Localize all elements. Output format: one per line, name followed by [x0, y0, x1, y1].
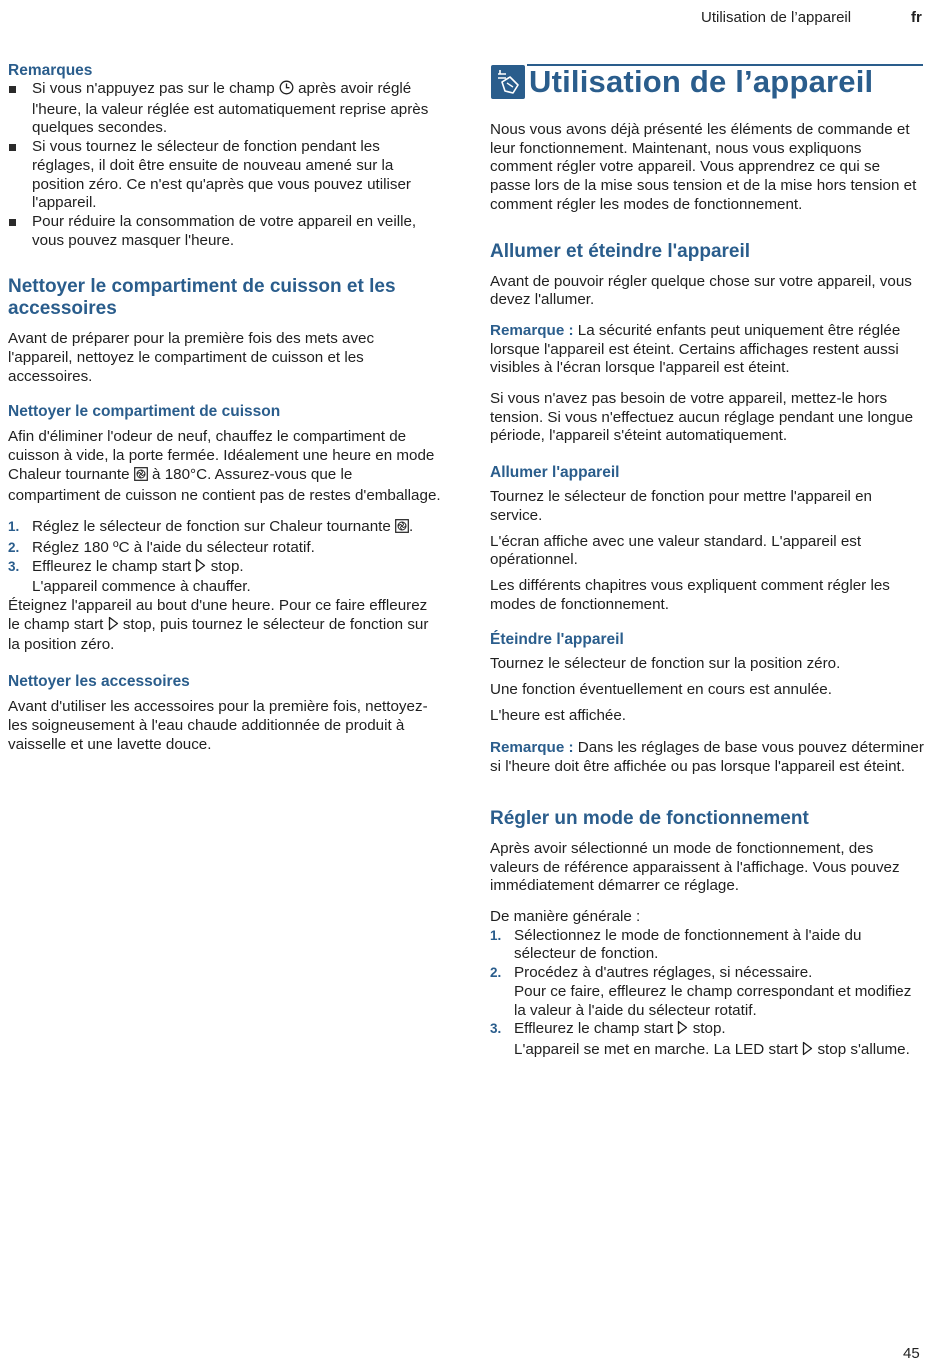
turn-off-p1: Tournez le sélecteur de fonction sur la position zéro.: [490, 655, 841, 673]
remarks-heading: Remarques: [8, 62, 93, 79]
mode-p1: Après avoir sélectionné un mode de fonctionnement, des valeurs de référence apparaissent à l'affichage. Vous pouvez immédiatement démarrer ce réglage.: [490, 839, 900, 895]
note-label: Remarque :: [490, 321, 574, 339]
mode-steps: [490, 927, 924, 1062]
start-stop-icon: [108, 616, 119, 637]
bullet-icon: [9, 219, 16, 226]
running-header-title: Utilisation de l’appareil: [701, 9, 852, 26]
section-heading-cleaning: Nettoyer le compartiment de cuisson et les accessoires: [8, 276, 396, 320]
page-number: 45: [903, 1345, 920, 1362]
cleaning-steps: [8, 518, 442, 597]
section-heading-on-off: Allumer et éteindre l'appareil: [490, 240, 751, 262]
turn-off-p2: Une fonction éventuellement en cours est annulée.: [490, 681, 832, 699]
remarks-list: [8, 80, 442, 250]
right-column: [490, 121, 924, 1062]
list-item: 2. Réglez 180 ºC à l'aide du sélecteur rotatif.: [8, 538, 315, 556]
list-item: 3. Effleurez le champ start stop. L'appareil se met en marche. La LED start stop s'allume.: [490, 1020, 924, 1061]
turn-off-p3: L'heure est affichée.: [490, 706, 627, 724]
turn-on-p1: Tournez le sélecteur de fonction pour mettre l'appareil en service.: [490, 488, 872, 524]
hand-operating-icon: [491, 65, 525, 99]
list-item: Si vous n'appuyez pas sur le champ après avoir réglé l'heure, la valeur réglée est automatiquement reprise après quelques secondes.: [8, 80, 442, 138]
start-stop-icon: [802, 1041, 813, 1062]
list-item: 2. Procédez à d'autres réglages, si nécessaire. Pour ce faire, effleurez le champ correspondant et modifiez la valeur à l'aide du sélecteur rotatif.: [490, 964, 912, 1019]
list-item: 1. Sélectionnez le mode de fonctionnement à l'aide du sélecteur de fonction.: [490, 926, 862, 963]
list-item: 3. Effleurez le champ start stop. L'appareil commence à chauffer.: [8, 557, 251, 596]
section-heading-mode: Régler un mode de fonctionnement: [490, 807, 809, 829]
note-label: Remarque :: [490, 739, 574, 757]
subheading-clean-oven: Nettoyer le compartiment de cuisson: [8, 403, 281, 421]
chapter-title: Utilisation de l’appareil: [529, 64, 874, 99]
note-child-lock: Remarque : La sécurité enfants peut uniquement être réglée lorsque l'appareil est éteint. Certains affichages restent aussi visibles à l'écran lorsque l'appareil est éteint.: [490, 321, 901, 377]
on-off-paragraph: Avant de pouvoir régler quelque chose sur votre appareil, vous devez l'allumer.: [490, 272, 912, 309]
turn-on-p2: L'écran affiche avec une valeur standard. L'appareil est opérationnel.: [490, 532, 862, 569]
clean-oven-paragraph: Afin d'éliminer l'odeur de neuf, chauffez le compartiment de cuisson à vide, la porte fermée. Idéalement une heure en mode Chaleur tournante à 180°C. Assurez-vous que le compartiment de cuisson ne contient pas de restes d'emballage.: [8, 428, 441, 504]
subheading-turn-on: Allumer l'appareil: [490, 464, 620, 482]
note-clock-display: Remarque : Dans les réglages de base vous pouvez déterminer si l'heure doit être affichée ou pas lorsque l'appareil est éteint.: [490, 739, 924, 776]
subheading-turn-off: Éteindre l'appareil: [490, 631, 624, 649]
bullet-icon: [9, 86, 16, 93]
language-code: fr: [911, 9, 922, 26]
bullet-icon: [9, 144, 16, 151]
chapter-intro: Nous vous avons déjà présenté les éléments de commande et leur fonctionnement. Maintenant, nous vous expliquons comment régler votre appareil. Vous apprendrez ce qui se passe lors de la mise sous tension et de la mise hors tension et comment régler les modes de fonctionnement.: [490, 121, 917, 213]
clock-icon: [279, 80, 294, 101]
on-off-paragraph-2: Si vous n'avez pas besoin de votre appareil, mettez-le hors tension. Si vous n'effectuez aucun réglage pendant une longue période, l'appareil s'éteint automatiquement.: [490, 390, 914, 445]
list-item: Si vous tournez le sélecteur de fonction pendant les réglages, il doit être ensuite de nouveau amené sur la position zéro. Ce n'est qu'après que vous pouvez utiliser l'appareil.: [8, 138, 442, 213]
list-item: Pour réduire la consommation de votre appareil en veille, vous pouvez masquer l'heure.: [8, 213, 442, 250]
subheading-clean-accessories: Nettoyer les accessoires: [8, 673, 190, 691]
turn-on-p3: Les différents chapitres vous expliquent comment régler les modes de fonctionnement.: [490, 576, 890, 613]
mode-p2: De manière générale :: [490, 907, 641, 925]
cleaning-intro: Avant de préparer pour la première fois des mets avec l'appareil, nettoyez le compartiment de cuisson et les accessoires.: [8, 330, 375, 385]
after-steps-paragraph: Éteignez l'appareil au bout d'une heure. Pour ce faire effleurez le champ start stop, puis tournez le sélecteur de fonction sur la position zéro.: [8, 597, 429, 654]
accessories-paragraph: Avant d'utiliser les accessoires pour la première fois, nettoyez-les soigneusement à l'eau chaude additionnée de produit à vaisselle et une lavette douce.: [8, 698, 428, 753]
convection-fan-icon: [134, 467, 148, 487]
start-stop-icon: [677, 1020, 688, 1041]
convection-fan-icon: [395, 519, 409, 539]
start-stop-icon: [195, 558, 206, 579]
left-column: [8, 61, 442, 754]
list-item: 1. Réglez le sélecteur de fonction sur Chaleur tournante .: [8, 518, 442, 539]
